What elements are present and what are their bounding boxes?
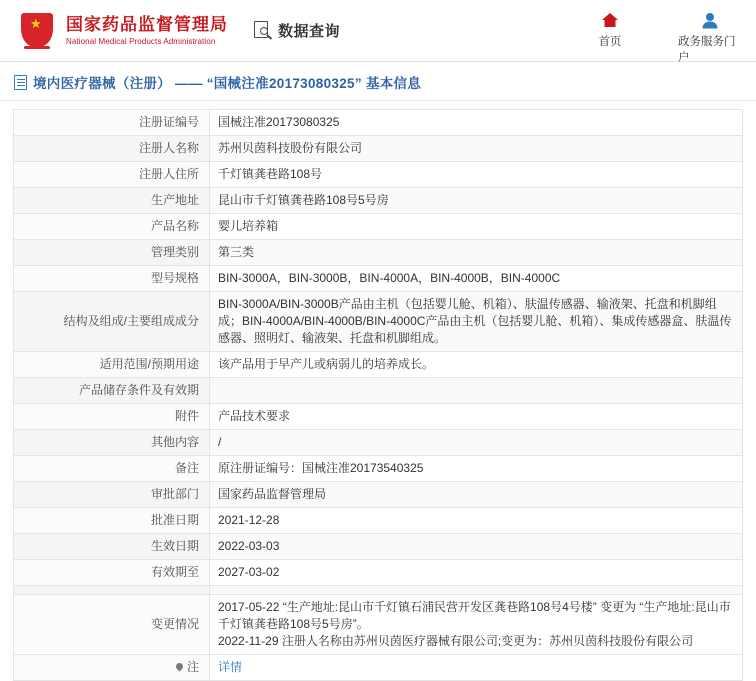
org-name-cn: 国家药品监督管理局 [66, 14, 228, 34]
row-key: 生效日期 [14, 534, 210, 560]
table-row [14, 378, 743, 404]
registration-info-table [13, 109, 743, 681]
user-icon [701, 10, 719, 30]
row-key: 变更情况 [14, 595, 210, 655]
table-row [14, 136, 743, 162]
table-row [14, 292, 743, 352]
table-row [14, 266, 743, 292]
nav-item-service-portal-label: 政务服务门户 [678, 36, 736, 64]
table-row [14, 188, 743, 214]
row-value: 昆山市千灯镇龚巷路108号5号房 [210, 188, 743, 214]
row-key: 有效期至 [14, 560, 210, 586]
table-row [14, 352, 743, 378]
nav-item-service-portal[interactable] [678, 10, 742, 65]
row-key: 附件 [14, 404, 210, 430]
row-key: 产品储存条件及有效期 [14, 378, 210, 404]
table-row [14, 430, 743, 456]
nav-item-home[interactable] [578, 10, 642, 65]
national-emblem-icon: ★ [16, 10, 58, 52]
table-row [14, 214, 743, 240]
org-name-en: National Medical Products Administration [66, 36, 216, 46]
detail-link[interactable]: 详情 [218, 660, 243, 674]
site-header [0, 0, 756, 62]
row-key: 注册人住所 [14, 162, 210, 188]
home-icon [601, 10, 619, 30]
table-row [14, 586, 743, 595]
data-query-label: 数据查询 [278, 23, 341, 40]
table-row [14, 240, 743, 266]
row-key: 注册证编号 [14, 110, 210, 136]
row-key: 批准日期 [14, 508, 210, 534]
row-key [14, 586, 210, 595]
page-title: 境内医疗器械（注册） —— “国械注准20173080325” 基本信息 [33, 76, 422, 91]
table-row [14, 162, 743, 188]
table-row [14, 508, 743, 534]
row-key: 其他内容 [14, 430, 210, 456]
note-value [210, 655, 743, 681]
note-key-label: 注 [186, 660, 199, 674]
table-row-note [14, 655, 743, 681]
row-key: 型号规格 [14, 266, 210, 292]
row-value [210, 595, 743, 655]
row-key: 产品名称 [14, 214, 210, 240]
row-key: 备注 [14, 456, 210, 482]
document-search-icon [254, 21, 273, 40]
table-row [14, 456, 743, 482]
row-value: / [210, 430, 743, 456]
table-row [14, 560, 743, 586]
row-value: 苏州贝茵科技股份有限公司 [210, 136, 743, 162]
row-value: 千灯镇龚巷路108号 [210, 162, 743, 188]
row-value: 2027-03-02 [210, 560, 743, 586]
data-query-logo[interactable] [254, 20, 340, 41]
document-icon [14, 75, 27, 90]
row-key: 注册人名称 [14, 136, 210, 162]
row-value [210, 378, 743, 404]
page-title-row [0, 62, 756, 101]
row-value: 原注册证编号：国械注准20173540325 [210, 456, 743, 482]
table-row [14, 482, 743, 508]
row-value: 国械注准20173080325 [210, 110, 743, 136]
row-value: 第三类 [210, 240, 743, 266]
row-value: BIN-3000A/BIN-3000B产品由主机（包括婴儿舱、机箱）、肤温传感器、输液架、托盘和机脚组成；BIN-4000A/BIN-4000B/BIN-4000C产品由主机（包括婴儿舱、机箱）、集成传感器盒、肤温传感器、照明灯、输液架、托盘和机脚组成。 [210, 292, 743, 352]
row-value: 2022-03-03 [210, 534, 743, 560]
row-value: 国家药品监督管理局 [210, 482, 743, 508]
row-value: 该产品用于早产儿或病弱儿的培养成长。 [210, 352, 743, 378]
header-nav [578, 10, 742, 65]
row-key: 管理类别 [14, 240, 210, 266]
row-value: 2021-12-28 [210, 508, 743, 534]
row-key: 审批部门 [14, 482, 210, 508]
row-key: 生产地址 [14, 188, 210, 214]
table-row [14, 110, 743, 136]
nav-item-home-label: 首页 [598, 36, 622, 48]
row-key: 适用范围/预期用途 [14, 352, 210, 378]
pin-icon [175, 663, 184, 672]
table-row [14, 534, 743, 560]
row-key: 结构及组成/主要组成成分 [14, 292, 210, 352]
row-value: BIN-3000A，BIN-3000B，BIN-4000A，BIN-4000B，BIN-4000C [210, 266, 743, 292]
row-value: 产品技术要求 [210, 404, 743, 430]
row-value: 婴儿培养箱 [210, 214, 743, 240]
note-key [14, 655, 210, 681]
table-row [14, 404, 743, 430]
org-name-block [66, 15, 228, 47]
row-value [210, 586, 743, 595]
change-line-2: 2022-11-29 注册人名称由苏州贝茵医疗器械有限公司;变更为：苏州贝茵科技股份有限公司 [218, 634, 694, 648]
table-row-change [14, 595, 743, 655]
change-line-1: 2017-05-22 “生产地址:昆山市千灯镇石浦民营开发区龚巷路108号4号楼” 变更为 “生产地址:昆山市千灯镇龚巷路108号5号房”。 [218, 600, 731, 631]
